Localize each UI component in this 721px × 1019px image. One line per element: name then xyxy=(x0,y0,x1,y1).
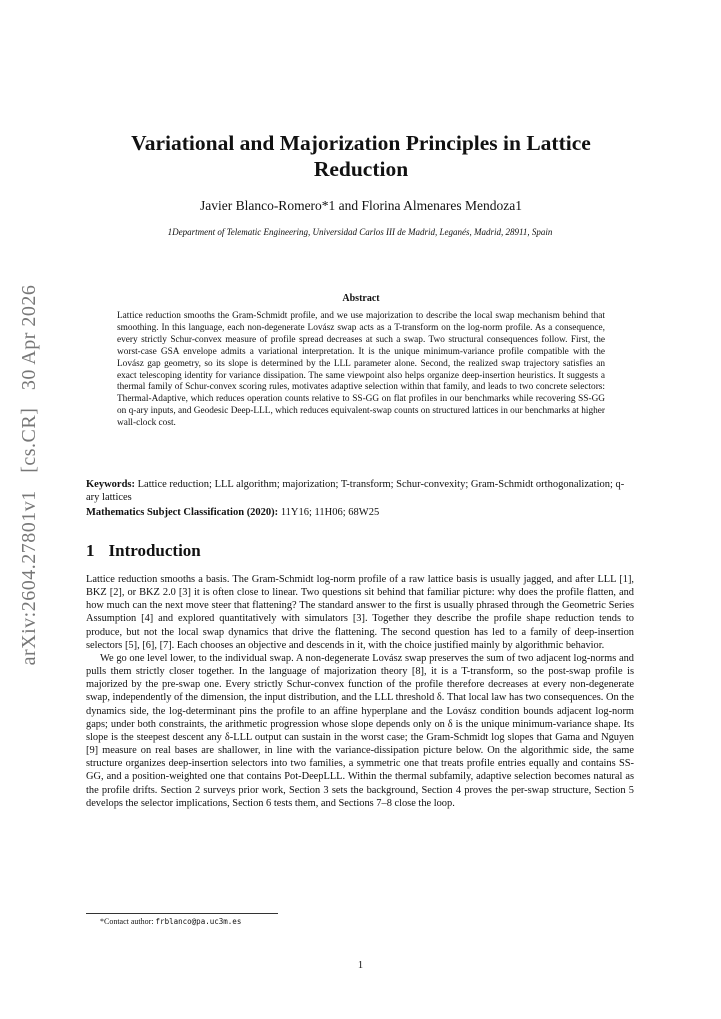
abstract-heading: Abstract xyxy=(342,293,380,304)
footnote-rule xyxy=(86,913,278,914)
footnote-email[interactable]: frblanco@pa.uc3m.es xyxy=(155,917,242,926)
paper-authors: Javier Blanco-Romero*1 and Florina Almenares Mendoza1 xyxy=(199,198,523,213)
footnote-prefix: *Contact author: xyxy=(100,917,156,926)
page-number: 1 xyxy=(357,960,364,971)
keywords xyxy=(86,478,634,504)
arxiv-sidebar-stamp xyxy=(18,275,48,675)
section-heading xyxy=(86,541,201,561)
msc-text: 11Y16; 11H06; 68W25 xyxy=(280,507,380,518)
paragraph-2: We go one level lower, to the individual swap. A non-degenerate Lovász swap preserves the sum of two adjacent log-norms and pulls them strictly closer together. In the language of majorization theory [8], it is a T-transform, so the post-swap profile is majorized by the pre-swap one. Every strictly Schur-convex function of the profile therefore decreases at every non-degenerate swap, independently of the dimension, the input distribution, and the LLL threshold δ. That local law has two consequences. On the dynamics side, the log-determinant pins the profile to an affine hyperplane and the Lovász condition bounds adjacent log-norm gaps; under both constraints, the arithmetic progression whose slope depends only on δ is the unique minimum-variance shape. Its slope is the steepest descent any δ-LLL output can sustain in the worst case; the Gram-Schmidt log slopes that Gama and Nguyen [9] measure on real bases are shallower, in line with the variance-dissipation picture below. On the algorithmic side, the same structure organizes deep-insertion selectors into two families, a symmetric one that treats profile entries equally and contains SS-GG, and a position-weighted one that contains Pot-DeepLLL. Within the thermal subfamily, adaptive selection becomes natural as the profile drifts. Section 2 surveys prior work, Section 3 sets the background, Section 4 proves the per-swap structure, Section 5 develops the selector implications, Section 6 tests them, and Sections 7–8 close the loop. xyxy=(86,652,634,809)
msc-classification xyxy=(86,507,634,518)
paper-affiliation: 1Department of Telematic Engineering, Universidad Carlos III de Madrid, Leganés, Madrid, 28911, Spain xyxy=(167,227,553,237)
arxiv-category: [cs.CR] xyxy=(18,407,40,473)
msc-label: Mathematics Subject Classification (2020): xyxy=(86,507,279,518)
arxiv-date: 30 Apr 2026 xyxy=(18,284,40,391)
abstract-text: Lattice reduction smooths the Gram-Schmidt profile, and we use majorization to describe the local swap mechanism behind that smoothing. In this language, each non-degenerate Lovász swap acts as a T-transform on the log-norm profile. As a consequence, every strictly Schur-convex measure of profile spread decreases at such a swap. Two structural consequences follow. First, the worst-case GSA envelope admits a variational interpretation. It is the unique minimum-variance profile compatible with the Lovász gap geometry, so its slope is determined by the LLL parameter alone. Second, the realized swap trajectory satisfies an exact telescoping identity for variance dissipation. The same viewpoint also helps organize deep-insertion heuristics. It suggests a thermal family of Schur-convex scoring rules, motivates adaptive selection within that family, and leads to two concrete selectors: Thermal-Adaptive, which reduces operation counts relative to SS-GG on flat profiles in our benchmarks while recovering SS-GG on q-ary inputs, and Geodesic Deep-LLL, which reduces equivalent-swap counts on structured lattices in our benchmarks at higher wall-clock cost. xyxy=(117,311,605,429)
arxiv-id: arXiv:2604.27801v1 xyxy=(18,490,40,666)
body-text xyxy=(86,573,634,810)
paper-title: Variational and Majorization Principles in Lattice Reduction xyxy=(131,131,591,181)
keywords-label: Keywords: xyxy=(86,479,135,490)
section-number: 1 xyxy=(86,541,95,560)
section-title: Introduction xyxy=(108,541,201,560)
footnote xyxy=(100,917,241,926)
keywords-text: Lattice reduction; LLL algorithm; majorization; T-transform; Schur-convexity; Gram-Schmidt orthogonalization; q-ary lattices xyxy=(86,479,625,503)
paragraph-1: Lattice reduction smooths a basis. The Gram-Schmidt log-norm profile of a raw lattice basis is usually jagged, and after LLL [1], BKZ [2], or BKZ 2.0 [3] it is often close to linear. Two questions sit behind that familiar picture: why does the profile flatten, and how much can the next move steer that flattening? The standard answer to the first is usually phrased through the Geometric Series Assumption [4] and explored quantitatively with simulators [3]. Together they describe the profile shape reduction tends to produce, but not the local swap dynamics that drive the flattening. The second question has led to a family of deep-insertion selectors [5], [6], [7]. Each chooses an objective and descends in it, with the choice justified mainly by algorithmic behavior. xyxy=(86,574,634,651)
